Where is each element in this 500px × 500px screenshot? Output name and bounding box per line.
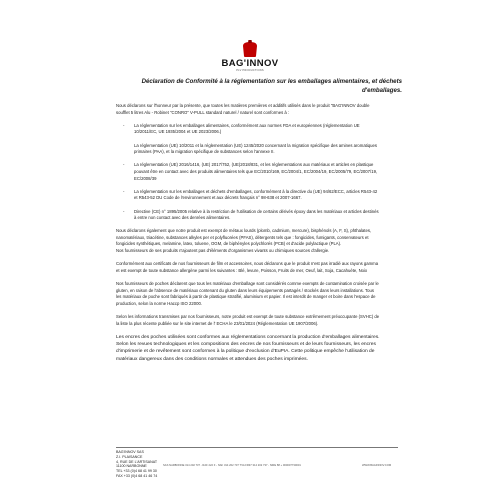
document-title: Déclaration de Conformité à la réglementation sur les emballages alimentaires, et déchets d'emballages. (141, 78, 402, 94)
list-item: - Directive (CE) n° 1895/2005 relative à la restriction de l'utilisation de certains dérivés époxy dans les matériaux et articles destinés à entre non contact avec des denrées alimentaires. (123, 208, 379, 221)
logo-name: BAG'INNOV (221, 58, 279, 69)
inks-paragraph: Les encres des poches utilisées sont conformes aux réglementations concernant la production d'emballages alimentaires. Selon les revues technologiques et les compositions des encres de nos fournisseurs et de leurs fournisseurs, les encres d'imprimerie et de revêtement sont conformes à la politique d'exclusion d'EuPIA. Cette politique empêche l'utilisation de matériaux dangereux dans des conditions normales et attendues des poches imprimées. (116, 334, 380, 362)
certificates-paragraph: Conformément aux certificats de nos fournisseurs de film et accessoires, nous déclarons que le produit n'est pas irradié aux rayons gamma et est exempt de toute substance allergène parmi les suivantes : Blé, levure, Poisson, Fruits de mer, Oeuf, lait, Soja, Cacahuète, Noix (116, 261, 379, 273)
address-line: TEL +33 (0)4 68 41 99 30 (116, 469, 157, 474)
address-line: 11100 NARBONNE (116, 464, 147, 469)
svhc-paragraph: Selon les informations transmises par nos fournisseurs, notre produit est exempt de toute substance extrêmement préoccupante (SVHC) de la liste la plus récente publiée sur le site internet de l' ECHA le 23/01/2024 (Réglementation UE 1907/2006). (116, 314, 380, 326)
address-line: 4, RUE DE L'ARTISANAT (116, 459, 158, 464)
compliance-list-2 (116, 162, 380, 221)
list-item-text: La réglementation sur les emballages et déchets d'emballages, conformément à la directive du (UE) 94/62/ECC, articles R543-42 et R543-52 DU Code de l'environnement et aux décrets français n° 98-638 et 2007-1667. (134, 188, 378, 201)
list-item-text: Directive (CE) n° 1895/2005 relative à la restriction de l'utilisation de certains dérivés époxy dans les matériaux et articles destinés à entre non contact avec des denrées alimentaires. (134, 208, 379, 221)
intro-paragraph: Nous déclarons sur l'honneur par la présente, que toutes les matières premières et additifs utilisés dans le produit "BAG'INNOV double soufflet 5 litres Alu - Robinet "CONRO" V-PULL standard naturel / naturel sont conformes à : (116, 103, 370, 115)
list-item: - La réglementation sur les emballages alimentaires, conformément aux normes FDA et européennes (réglementation UE 10/2011/EC, UE 1935/2004 et UE 2023/2006.) (123, 122, 360, 135)
list-item: - La réglementation (UE) 2016/1416, (UE) 2017/752, (UE)2018/831, et les réglementations aux matériaux et articles en plastique pouvant être en contact avec des produits alimentaires tels que EC/2010/169, EC/2004/1, EC/2004/19, EC/2005/79, EC/2007/19, EC/2008/39 (123, 162, 378, 181)
compliance-list (116, 123, 380, 136)
gluten-paragraph: Nos fournisseurs de poches déclarent que tous les matériaux d'emballage sont considérés comme exempts de contamination croisée par le gluten, en raison de l'absence de matériaux contenant du gluten dans leurs équipements partagés / stockés dans leurs installations. Tous les matériaux de poche sont fabriqués à partir de plastique stratifié, aluminium et papier. Il est interdit de manger et boire dans l'espace de production, selon la norme Haccp ISO 22000. (116, 281, 379, 306)
list-item: - La réglementation sur les emballages et déchets d'emballages, conformément à la directive du (UE) 94/62/ECC, articles R543-42 et R543-52 DU Code de l'environnement et aux décrets français n° 98-638 et 2007-1667. (123, 188, 378, 201)
logo-subtitle: PLV PRODUCTIONS (236, 69, 264, 72)
document-body (116, 103, 380, 370)
logo-bag-icon (240, 40, 260, 58)
company-address (116, 450, 157, 479)
address-line: BAG'INNOV SAS (116, 450, 144, 454)
address-line: FAX +33 (0)4 68 41 46 74 (116, 473, 158, 478)
company-logo (0, 40, 500, 72)
list-item-continuation: La réglementation (UE) 10/2011 et la réglementation (UE) 1245/2020 concernant la migration spécifique des amines aromatiques primaires (PAA), et la migration spécifique de substances selon l'annexe II. (134, 142, 378, 155)
page-footer (116, 447, 398, 478)
list-item-text: La réglementation (UE) 2016/1416, (UE) 2017/752, (UE)2018/831, et les réglementations aux matériaux et articles en plastique pouvant être en contact avec des produits alimentaires tels que EC/2010/169, EC/2004/1, EC/2004/19, EC/2005/79, EC/2007/19, EC/2008/39 (134, 162, 378, 181)
list-item-text: La réglementation sur les emballages alimentaires, conformément aux normes FDA et européennes (réglementation UE 10/2011/EC, UE 1935/2004 et UE 2023/2006.) (134, 122, 360, 135)
footer-divider (116, 447, 398, 448)
legal-info: SAS NARBONNE 314 202 737 - RAF 222 F - NAF 314 202 737 TVA FR37 314 202 737 - SIRE 88 + 000007730001 (163, 464, 301, 467)
address-line: Z.I. PLAISANCE (116, 454, 143, 459)
heavy-metals-paragraph: Nous déclarons également que notre produit est exempt de métaux lourds (plomb, cadmium, mercure), bisphénols (A, F, S), phthalates, nanomatériaux, triacétine, substances alkyles per et polyfluorées (PFAS), détergents tels que : fongicides, fumigants, conservateurs et fongicides synthétiques, melamine, latex, toluene, OGM, de biphényles polychlorés (PCB) et d'acide polylactique (PLA). (116, 228, 372, 247)
website-link[interactable]: WWW.BAGINNOV.COM (362, 464, 392, 467)
allergen-origin-paragraph: Nos fournisseurs de ses produits n'ajoutent pas d'éléments d'organismes vivants ou chimiques sources d'allergie. (116, 248, 330, 254)
